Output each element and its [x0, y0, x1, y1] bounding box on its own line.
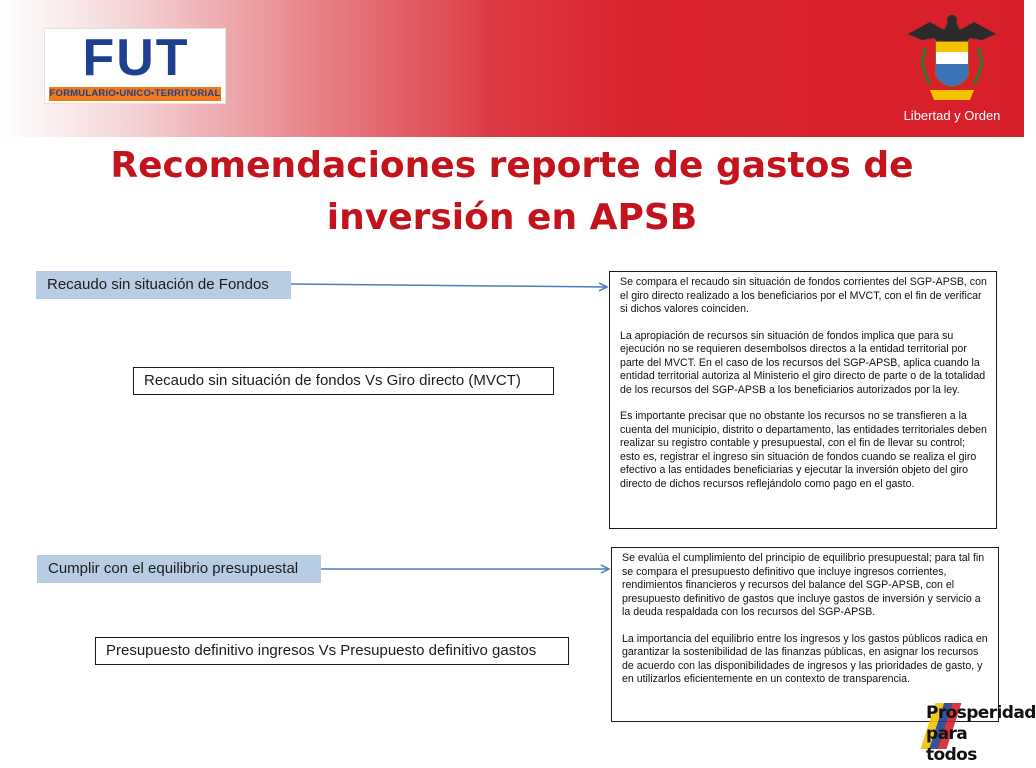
recaudo-description-paragraph-2: La apropiación de recursos sin situación de fondos implica que para su ejecución no se requieren desembolsos directos a la entidad territorial por parte del MVCT. En el caso de los recursos del SGP-APSB, aplica cuando la entidad territorial autoriza al Ministerio el giro directo de parte o de la totalidad de los recursos del SGP-APSB a los beneficiarios autorizados por la ley. [620, 329, 986, 396]
arrow-section-1 [291, 284, 607, 287]
prosperidad-line-2: para todos [926, 724, 977, 765]
fut-logo-wordmark: FUT [82, 29, 190, 87]
fut-logo-subtitle: FORMULARIO•UNICO•TERRITORIAL [49, 88, 221, 99]
equilibrio-description-paragraph-1: Se evalúa el cumplimiento del principio de equilibrio presupuestal; para tal fin se compara el presupuesto definitivo que incluye ingresos corrientes, rendimientos financieros y recursos del balance del SGP-APSB, con el presupuesto definitivo de gastos que incluye gastos de inversión y servicio a la deuda respaldada con los recursos del SGP-APSB. [622, 552, 985, 618]
equilibrio-description-paragraph-2: La importancia del equilibrio entre los ingresos y los gastos públicos radica en garantizar la sostenibilidad de las finanzas públicas, en asignar los recursos de acuerdo con las disponibilidades de ingresos y las prioridades de gasto, y en utilizarlos eficientemente en un contexto de transparencia. [622, 632, 988, 685]
presupuesto-ingresos-vs-gastos-label: Presupuesto definitivo ingresos Vs Presupuesto definitivo gastos [95, 637, 569, 665]
recaudo-description-box [609, 271, 997, 529]
equilibrio-presupuestal-label: Cumplir con el equilibrio presupuestal [37, 555, 321, 583]
prosperidad-para-todos-logo [924, 703, 1036, 765]
recaudo-description-paragraph-3: Es importante precisar que no obstante los recursos no se transfieren a la cuenta del municipio, distrito o departamento, las entidades territoriales deben realizar su registro contable y presupuestal, con el fin de llevar su control; esto es, registrar el ingreso sin situación de fondos cuando se realiza el giro efectivo a las entidades beneficiarias y ejecutar la inversión objeto del giro directo de dichos recursos reflejándolo como pago en el gasto. [620, 410, 987, 490]
equilibrio-description-box [611, 547, 999, 722]
recaudo-description-paragraph-1: Se compara el recaudo sin situación de fondos corrientes del SGP-APSB, con el giro directo realizado a los beneficiarios por el MVCT, con el fin de verificar si dichos valores coinciden. [620, 276, 987, 315]
recaudo-sin-situacion-label: Recaudo sin situación de Fondos [36, 271, 291, 299]
recaudo-vs-giro-label: Recaudo sin situación de fondos Vs Giro directo (MVCT) [133, 367, 554, 395]
page-title-line-1: Recomendaciones reporte de gastos de [110, 145, 914, 186]
prosperidad-line-1: Prosperidad [926, 703, 1036, 723]
crest-motto: Libertad y Orden [903, 108, 1001, 123]
prosperidad-brand-text [926, 703, 1036, 766]
page-title-line-2: inversión en APSB [326, 197, 698, 238]
